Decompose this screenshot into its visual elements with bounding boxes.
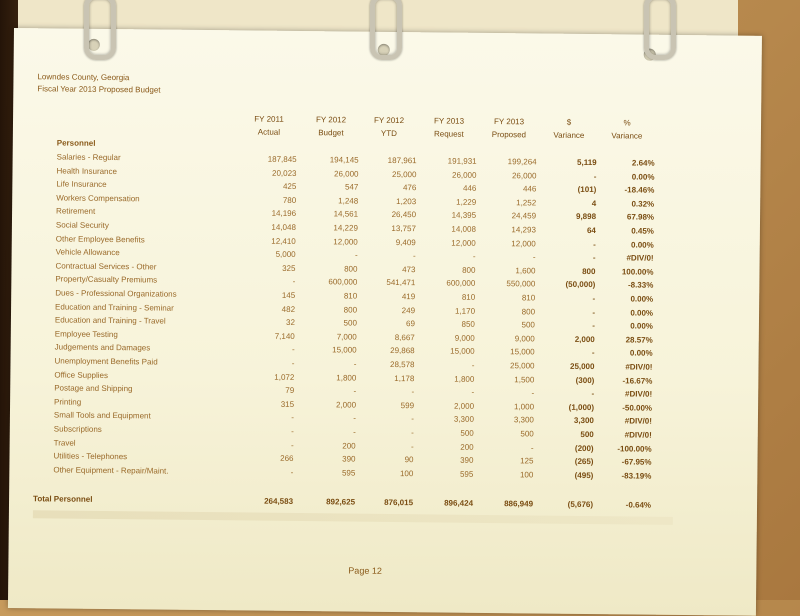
row-value: - — [471, 360, 475, 370]
row-value: 0.45% — [631, 226, 654, 236]
row-value: 25,000 — [391, 169, 417, 179]
column-header-line1: FY 2012 — [373, 115, 405, 126]
row-label: Office Supplies — [54, 370, 109, 380]
row-value: 266 — [280, 453, 294, 464]
row-value: 194,145 — [329, 155, 359, 165]
row-value: 28,578 — [389, 359, 415, 370]
row-value: - — [353, 427, 356, 437]
row-label: Dues - Professional Organizations — [55, 288, 177, 299]
row-label: Postage and Shipping — [54, 383, 133, 394]
row-value: 5,119 — [576, 157, 597, 168]
budget-page — [8, 28, 762, 616]
row-value: #DIV/0! — [624, 416, 652, 427]
row-value: -100.00% — [617, 443, 652, 454]
binder-ring — [370, 0, 402, 60]
row-label: Travel — [53, 438, 76, 448]
section-title: Personnel — [56, 138, 96, 148]
row-value: 2,000 — [335, 400, 357, 410]
row-value: 599 — [400, 400, 415, 411]
row-value: 800 — [582, 266, 596, 276]
row-value: 79 — [285, 386, 295, 396]
row-value: 2,000 — [453, 401, 475, 411]
row-value: 5,000 — [275, 249, 296, 260]
row-value: 0.00% — [630, 294, 654, 304]
row-value: 800 — [344, 264, 358, 274]
row-value: - — [411, 414, 414, 424]
row-value: 14,561 — [333, 209, 359, 220]
row-value: 892,625 — [326, 497, 356, 507]
row-value: 500 — [343, 318, 357, 328]
row-value: 1,800 — [454, 374, 475, 384]
row-value: 419 — [401, 292, 416, 302]
row-value: - — [291, 413, 294, 423]
row-value: - — [290, 440, 294, 450]
row-value: 595 — [459, 469, 474, 479]
row-value: 446 — [522, 184, 537, 194]
row-value: 476 — [402, 183, 417, 193]
row-value: - — [592, 321, 595, 331]
row-value: 1,800 — [336, 372, 357, 383]
row-label: Printing — [54, 397, 82, 407]
row-label: Salaries - Regular — [56, 152, 121, 163]
row-value: #DIV/0! — [626, 253, 654, 263]
row-value: 249 — [401, 305, 416, 315]
row-value: 541,471 — [386, 278, 416, 288]
column-header-line2: Variance — [611, 131, 643, 141]
row-value: 14,196 — [271, 209, 297, 219]
row-label: Life Insurance — [56, 179, 107, 190]
row-label: Other Employee Benefits — [55, 234, 145, 244]
column-header-line2: Actual — [257, 127, 281, 137]
row-value: -67.95% — [621, 457, 652, 467]
row-value: 13,757 — [391, 223, 416, 234]
column-header-line2: Variance — [553, 130, 585, 140]
row-value: 325 — [282, 263, 296, 273]
column-header-line2: Proposed — [491, 130, 527, 140]
row-value: 0.00% — [630, 308, 654, 318]
row-value: 12,410 — [271, 236, 296, 246]
row-value: - — [532, 252, 536, 262]
row-value: (300) — [575, 375, 595, 385]
row-value: - — [410, 441, 414, 451]
row-label: Small Tools and Equipment — [53, 410, 151, 421]
row-value: 1,252 — [516, 198, 537, 208]
row-value: (1,000) — [568, 402, 595, 412]
row-label: Other Equipment - Repair/Maint. — [53, 465, 169, 476]
row-value: 1,229 — [456, 197, 477, 207]
row-value: 28.57% — [625, 335, 653, 345]
row-value: 500 — [521, 320, 535, 330]
row-value: - — [593, 171, 597, 181]
row-value: 810 — [461, 292, 476, 302]
row-value: 473 — [402, 264, 416, 275]
row-value: 20,023 — [271, 168, 297, 178]
row-value: -8.33% — [627, 280, 654, 291]
row-value: 0.32% — [631, 199, 655, 209]
binder-ring — [644, 0, 676, 60]
row-label: Utilities - Telephones — [53, 451, 128, 462]
row-value: - — [291, 426, 294, 436]
row-value: - — [353, 386, 357, 396]
row-value: 1,248 — [338, 196, 359, 206]
row-value: - — [530, 443, 534, 453]
row-value: - — [411, 387, 415, 397]
row-value: 595 — [341, 468, 356, 478]
row-value: (265) — [574, 457, 594, 467]
row-value: 2,000 — [574, 334, 595, 344]
row-value: 3,300 — [573, 416, 594, 426]
row-label: Education and Training - Seminar — [55, 302, 174, 313]
row-value: 1,178 — [394, 373, 415, 383]
row-value: 14,008 — [451, 224, 476, 234]
row-value: 500 — [460, 428, 474, 438]
row-value: 876,015 — [384, 497, 414, 508]
row-label: Workers Compensation — [56, 193, 140, 204]
row-value: - — [291, 358, 295, 368]
row-value: 15,000 — [510, 347, 535, 357]
row-value: 15,000 — [450, 346, 475, 357]
row-value: 7,000 — [336, 332, 357, 342]
row-value: 500 — [580, 429, 594, 440]
row-value: 12,000 — [511, 238, 536, 249]
row-value: -50.00% — [622, 403, 653, 413]
row-label: Social Security — [55, 220, 109, 231]
row-label: Employee Testing — [54, 329, 118, 339]
row-value: 100.00% — [621, 267, 654, 277]
row-value: 482 — [281, 304, 296, 314]
row-label: Health Insurance — [56, 166, 118, 176]
row-value: 9,000 — [454, 333, 475, 343]
row-value: 886,949 — [504, 499, 534, 509]
row-value: 100 — [519, 470, 534, 480]
row-value: 9,409 — [395, 237, 416, 247]
row-value: #DIV/0! — [625, 362, 653, 372]
column-header-line1: FY 2013 — [433, 116, 465, 126]
row-value: 12,000 — [333, 236, 358, 247]
row-value: 7,140 — [274, 331, 295, 341]
row-value: 550,000 — [506, 279, 536, 289]
row-value: 26,450 — [391, 210, 417, 220]
row-value: #DIV/0! — [624, 430, 652, 440]
row-value: (495) — [574, 470, 594, 480]
row-value: - — [292, 277, 296, 287]
column-header-line2: Request — [433, 129, 464, 139]
row-value: 780 — [282, 195, 297, 205]
row-value: 25,000 — [509, 361, 535, 371]
row-value: 850 — [461, 319, 475, 330]
row-value: -16.67% — [622, 375, 653, 386]
row-value: 199,264 — [507, 157, 537, 167]
row-value: - — [592, 253, 596, 263]
row-value: 26,000 — [511, 170, 537, 181]
row-value: - — [354, 250, 358, 260]
column-header-line2: YTD — [380, 128, 397, 139]
row-value: 191,931 — [447, 156, 477, 166]
row-value: 810 — [521, 293, 536, 303]
row-label: Judgements and Damages — [54, 342, 151, 353]
row-value: 9,898 — [575, 212, 597, 222]
row-value: 14,395 — [451, 210, 477, 221]
row-value: - — [592, 294, 596, 304]
row-value: 264,583 — [264, 496, 294, 506]
row-value: 600,000 — [446, 278, 476, 289]
row-value: 800 — [462, 265, 476, 275]
row-value: 810 — [343, 291, 358, 301]
row-value: 425 — [282, 182, 297, 192]
row-value: 100 — [399, 468, 414, 479]
row-value: 2.64% — [631, 158, 655, 168]
row-label: Retirement — [56, 206, 96, 217]
row-value: 0.00% — [631, 172, 655, 182]
row-value: 446 — [462, 183, 477, 194]
row-value: 1,500 — [514, 374, 535, 385]
row-value: 0.00% — [631, 240, 654, 250]
row-value: - — [471, 387, 475, 398]
row-value: - — [531, 388, 535, 398]
row-label: Unemployment Benefits Paid — [54, 356, 158, 367]
row-value: 24,459 — [511, 211, 537, 221]
row-label: Property/Casualty Premiums — [55, 274, 158, 285]
row-value: 14,293 — [511, 225, 536, 235]
row-value: 3,300 — [453, 415, 474, 425]
row-value: 145 — [281, 290, 296, 300]
row-value: - — [353, 359, 357, 369]
row-value: 0.00% — [630, 321, 653, 331]
row-label: Total Personnel — [33, 494, 93, 504]
row-value: 0.00% — [629, 348, 653, 359]
row-value: (50,000) — [565, 280, 596, 290]
row-value: 12,000 — [451, 238, 476, 248]
row-value: 32 — [285, 318, 295, 328]
row-value: 8,667 — [394, 332, 415, 343]
row-value: -18.46% — [624, 185, 655, 195]
row-label: Education and Training - Travel — [54, 315, 166, 326]
row-value: 200 — [460, 442, 474, 452]
row-value: (5,676) — [567, 499, 594, 510]
page-number: Page 12 — [348, 565, 382, 576]
row-value: 1,170 — [454, 306, 476, 316]
row-value: 4 — [591, 198, 597, 208]
row-value: 315 — [280, 399, 295, 409]
row-value: 500 — [520, 429, 534, 439]
row-value: 67.98% — [626, 212, 655, 223]
row-value: 14,229 — [333, 223, 358, 233]
row-value: 29,868 — [390, 346, 415, 356]
row-value: 390 — [342, 454, 356, 464]
row-value: - — [353, 413, 356, 423]
column-header-line1: FY 2011 — [254, 114, 284, 124]
column-header-line1: $ — [566, 117, 572, 127]
budget-title: Fiscal Year 2013 Proposed Budget — [37, 84, 161, 95]
row-value: 1,072 — [274, 372, 295, 382]
row-value: 1,600 — [515, 266, 536, 276]
row-value: - — [290, 467, 294, 477]
row-value: 14,048 — [271, 222, 296, 232]
row-value: 200 — [342, 441, 356, 451]
row-value: #DIV/0! — [625, 389, 653, 399]
row-value: 1,203 — [396, 196, 417, 207]
column-header-line1: FY 2012 — [315, 115, 347, 125]
row-value: 390 — [460, 455, 474, 466]
row-value: 187,961 — [387, 155, 417, 166]
row-value: 26,000 — [451, 170, 477, 180]
row-value: 90 — [404, 455, 414, 465]
row-value: 547 — [344, 182, 359, 192]
row-label: Vehicle Allowance — [55, 247, 120, 258]
row-value: -83.19% — [621, 471, 652, 481]
row-value: - — [592, 307, 596, 317]
row-value: 25,000 — [569, 361, 595, 372]
row-value: (200) — [574, 443, 594, 453]
row-label: Subscriptions — [53, 424, 102, 434]
row-label: Contractual Services - Other — [55, 261, 157, 272]
row-value: 3,300 — [513, 415, 534, 425]
row-value: - — [412, 251, 416, 261]
row-value: - — [291, 345, 295, 355]
row-value: 69 — [405, 319, 415, 329]
row-value: 800 — [521, 306, 536, 317]
row-value: - — [591, 348, 595, 358]
row-value: 64 — [586, 226, 596, 236]
column-header-line2: Budget — [318, 128, 344, 138]
row-value: 896,424 — [444, 498, 474, 508]
column-header-line1: FY 2013 — [493, 117, 525, 127]
row-value: 187,845 — [267, 154, 297, 164]
row-value: -0.64% — [625, 500, 652, 510]
row-value: 26,000 — [333, 168, 359, 179]
row-value: 800 — [343, 305, 358, 315]
row-value: - — [591, 389, 595, 399]
row-value: - — [411, 428, 414, 438]
row-value: 15,000 — [332, 345, 357, 355]
row-value: 600,000 — [328, 277, 358, 287]
column-header-line1: % — [623, 118, 631, 128]
row-value: - — [593, 239, 596, 249]
binder-ring — [84, 0, 116, 60]
row-value: 1,000 — [513, 402, 535, 412]
row-value: 125 — [520, 456, 534, 466]
row-value: (101) — [577, 185, 597, 195]
row-value: - — [472, 252, 476, 262]
county-name: Lowndes County, Georgia — [37, 72, 130, 83]
row-value: 9,000 — [514, 334, 535, 344]
